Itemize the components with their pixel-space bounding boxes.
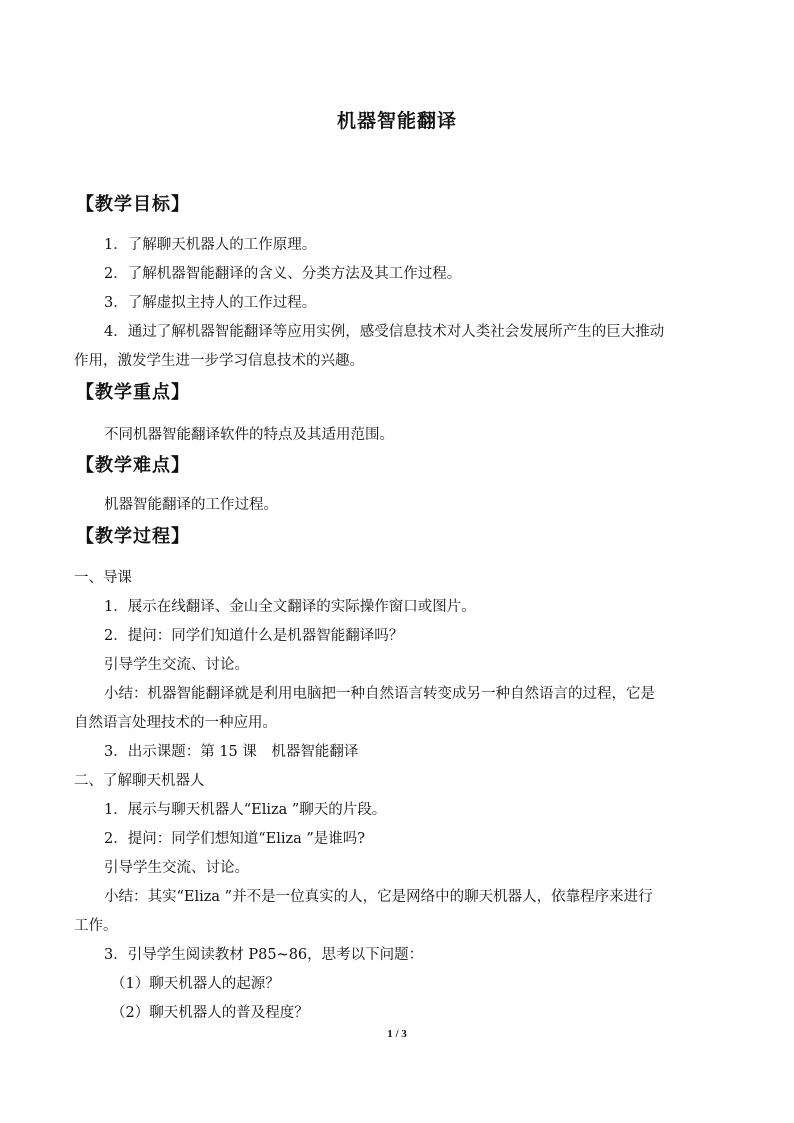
difficulties-text: 机器智能翻译的工作过程。: [104, 497, 278, 513]
part2-line: 3．引导学生阅读教材 P85~86，思考以下问题：: [104, 947, 424, 963]
key-points-text: 不同机器智能翻译软件的特点及其适用范围。: [104, 427, 394, 443]
heading-difficulties: 【教学难点】: [76, 455, 190, 476]
document-title: 机器智能翻译: [336, 110, 457, 132]
part2-line: 1．展示与聊天机器人“Eliza ”聊天的片段。: [104, 802, 387, 818]
part1-line: 2．提问：同学们知道什么是机器智能翻译吗？: [104, 628, 404, 644]
part1-line: 1．展示在线翻译、金山全文翻译的实际操作窗口或图片。: [104, 599, 476, 615]
part2-question: （2）聊天机器人的普及程度？: [111, 1005, 309, 1021]
part2-line: 引导学生交流、讨论。: [104, 860, 249, 876]
part1-line: 引导学生交流、讨论。: [104, 657, 249, 673]
objective-item: 2．了解机器智能翻译的含义、分类方法及其工作过程。: [104, 266, 462, 282]
part2-question: （1）聊天机器人的起源？: [111, 976, 280, 992]
part2-line-continued: 工作。: [74, 918, 118, 934]
heading-process: 【教学过程】: [76, 526, 190, 547]
part1-line: 3．出示课题：第 15 课 机器智能翻译: [104, 744, 359, 760]
part2-title: 二、了解聊天机器人: [74, 773, 205, 789]
heading-objectives: 【教学目标】: [76, 194, 190, 215]
objective-item: 1．了解聊天机器人的工作原理。: [104, 237, 317, 253]
part1-line-continued: 自然语言处理技术的一种应用。: [74, 715, 277, 731]
objective-item: 3．了解虚拟主持人的工作过程。: [104, 295, 317, 311]
objective-item-continued: 作用，激发学生进一步学习信息技术的兴趣。: [74, 353, 364, 369]
part2-line: 小结：其实“Eliza ”并不是一位真实的人，它是网络中的聊天机器人，依靠程序来进行: [104, 889, 653, 905]
page-number: 1 / 3: [387, 1028, 407, 1040]
objective-item: 4．通过了解机器智能翻译等应用实例，感受信息技术对人类社会发展所产生的巨大推动: [104, 324, 665, 340]
part1-title: 一、导课: [74, 570, 132, 586]
part2-line: 2．提问：同学们想知道“Eliza ”是谁吗?: [104, 831, 366, 847]
part1-line: 小结：机器智能翻译就是利用电脑把一种自然语言转变成另一种自然语言的过程，它是: [104, 686, 655, 702]
heading-key-points: 【教学重点】: [76, 382, 190, 403]
